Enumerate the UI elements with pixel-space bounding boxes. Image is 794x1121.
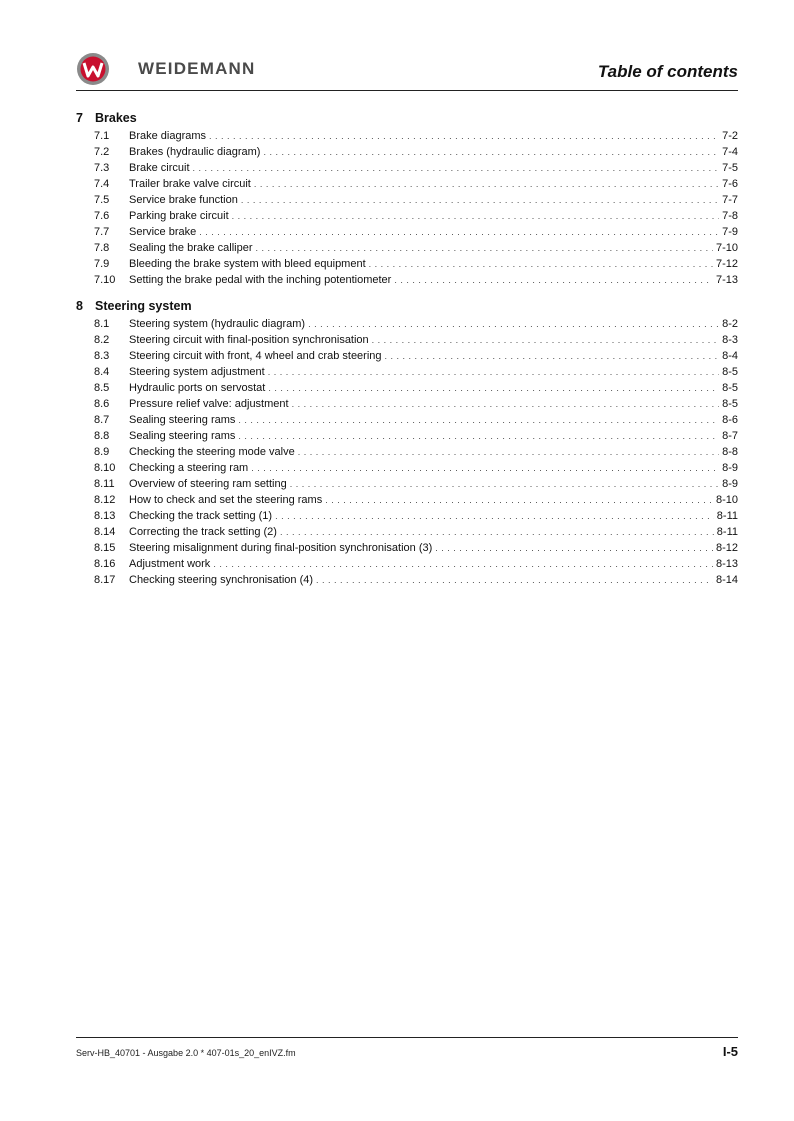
entry-page-number: 7-2 bbox=[722, 130, 738, 142]
dot-leader bbox=[256, 240, 713, 256]
entry-page-number: 8-11 bbox=[716, 510, 738, 522]
entry-page-number: 8-5 bbox=[722, 382, 738, 394]
dot-leader bbox=[209, 128, 719, 144]
entry-number: 8.16 bbox=[94, 558, 116, 570]
entry-page-number: 8-14 bbox=[715, 574, 738, 586]
toc-chapter bbox=[76, 108, 738, 288]
chapter-title: Brakes bbox=[95, 111, 137, 125]
entry-number: 8.5 bbox=[94, 382, 110, 394]
entry-number: 8.4 bbox=[94, 366, 110, 378]
dot-leader bbox=[241, 192, 719, 208]
toc-entry[interactable] bbox=[76, 396, 738, 412]
dot-leader bbox=[308, 316, 719, 332]
toc-entry[interactable] bbox=[76, 208, 738, 224]
dot-leader bbox=[394, 272, 713, 288]
entry-title: Brake diagrams bbox=[129, 130, 207, 142]
toc-entry[interactable] bbox=[76, 476, 738, 492]
toc-entry[interactable] bbox=[76, 572, 738, 588]
dot-leader bbox=[385, 348, 720, 364]
entry-number: 8.3 bbox=[94, 350, 110, 362]
toc-entry[interactable] bbox=[76, 460, 738, 476]
entry-title: Sealing the brake calliper bbox=[129, 242, 253, 254]
entry-number: 7.1 bbox=[94, 130, 110, 142]
entry-title: Hydraulic ports on servostat bbox=[129, 382, 266, 394]
toc-entry[interactable] bbox=[76, 348, 738, 364]
entry-number: 7.7 bbox=[94, 226, 110, 238]
dot-leader bbox=[268, 364, 719, 380]
entry-number: 8.13 bbox=[94, 510, 116, 522]
entry-page-number: 7-12 bbox=[715, 258, 738, 270]
entry-title: Bleeding the brake system with bleed equipment bbox=[129, 258, 366, 270]
toc-entry[interactable] bbox=[76, 128, 738, 144]
entry-page-number: 8-12 bbox=[715, 542, 738, 554]
dot-leader bbox=[325, 492, 713, 508]
toc-entry[interactable] bbox=[76, 192, 738, 208]
entry-number: 8.14 bbox=[94, 526, 116, 538]
toc-entry[interactable] bbox=[76, 524, 738, 540]
entry-page-number: 8-9 bbox=[722, 478, 738, 490]
toc-entry[interactable] bbox=[76, 428, 738, 444]
entry-number: 8.10 bbox=[94, 462, 116, 474]
chapter-number: 8 bbox=[76, 299, 83, 313]
entry-number: 8.1 bbox=[94, 318, 110, 330]
entry-number: 7.4 bbox=[94, 178, 110, 190]
dot-leader bbox=[290, 476, 719, 492]
entry-page-number: 8-3 bbox=[722, 334, 738, 346]
toc-entry[interactable] bbox=[76, 556, 738, 572]
toc-entry[interactable] bbox=[76, 412, 738, 428]
dot-leader bbox=[298, 444, 719, 460]
entry-title: Service brake function bbox=[129, 194, 238, 206]
entry-title: Parking brake circuit bbox=[129, 210, 229, 222]
toc-entry[interactable] bbox=[76, 176, 738, 192]
entry-page-number: 7-4 bbox=[722, 146, 738, 158]
dot-leader bbox=[280, 524, 714, 540]
entry-title: Checking steering synchronisation (4) bbox=[129, 574, 314, 586]
entry-page-number: 8-7 bbox=[722, 430, 738, 442]
chapter-heading[interactable] bbox=[76, 108, 738, 128]
entry-title: How to check and set the steering rams bbox=[129, 494, 323, 506]
entry-title: Service brake bbox=[129, 226, 197, 238]
entry-page-number: 8-11 bbox=[716, 526, 738, 538]
entry-page-number: 8-8 bbox=[722, 446, 738, 458]
entry-title: Checking the track setting (1) bbox=[129, 510, 273, 522]
page-number: I-5 bbox=[722, 1044, 738, 1059]
entry-number: 8.17 bbox=[94, 574, 116, 586]
entry-page-number: 8-2 bbox=[722, 318, 738, 330]
dot-leader bbox=[232, 208, 719, 224]
dot-leader bbox=[213, 556, 713, 572]
toc-entry[interactable] bbox=[76, 508, 738, 524]
dot-leader bbox=[316, 572, 713, 588]
entry-number: 7.2 bbox=[94, 146, 110, 158]
entry-title: Setting the brake pedal with the inching potentiometer bbox=[129, 274, 392, 286]
entry-page-number: 7-7 bbox=[722, 194, 738, 206]
entry-number: 8.11 bbox=[94, 478, 115, 490]
dot-leader bbox=[275, 508, 714, 524]
entry-number: 8.2 bbox=[94, 334, 110, 346]
dot-leader bbox=[238, 428, 719, 444]
entry-number: 7.8 bbox=[94, 242, 110, 254]
toc-entry[interactable] bbox=[76, 144, 738, 160]
toc-entry[interactable] bbox=[76, 160, 738, 176]
toc-entry[interactable] bbox=[76, 240, 738, 256]
toc-entry[interactable] bbox=[76, 540, 738, 556]
entry-number: 8.7 bbox=[94, 414, 110, 426]
entry-page-number: 7-9 bbox=[722, 226, 738, 238]
weidemann-logo-icon bbox=[76, 52, 110, 86]
entry-title: Overview of steering ram setting bbox=[129, 478, 287, 490]
entry-title: Correcting the track setting (2) bbox=[129, 526, 277, 538]
dot-leader bbox=[254, 176, 719, 192]
entry-title: Sealing steering rams bbox=[129, 430, 236, 442]
entry-page-number: 8-13 bbox=[715, 558, 738, 570]
toc-entry[interactable] bbox=[76, 364, 738, 380]
entry-page-number: 8-10 bbox=[715, 494, 738, 506]
entry-number: 8.12 bbox=[94, 494, 116, 506]
chapter-heading[interactable] bbox=[76, 296, 738, 316]
table-of-contents bbox=[76, 108, 738, 596]
entry-page-number: 7-5 bbox=[722, 162, 738, 174]
entry-title: Pressure relief valve: adjustment bbox=[129, 398, 289, 410]
toc-entry[interactable] bbox=[76, 272, 738, 288]
page-header bbox=[76, 50, 738, 91]
entry-number: 7.5 bbox=[94, 194, 110, 206]
entry-title: Checking a steering ram bbox=[129, 462, 249, 474]
entry-title: Sealing steering rams bbox=[129, 414, 236, 426]
entry-page-number: 8-4 bbox=[722, 350, 738, 362]
entry-page-number: 7-8 bbox=[722, 210, 738, 222]
entry-title: Checking the steering mode valve bbox=[129, 446, 295, 458]
dot-leader bbox=[369, 256, 713, 272]
dot-leader bbox=[263, 144, 719, 160]
dot-leader bbox=[238, 412, 719, 428]
dot-leader bbox=[268, 380, 719, 396]
chapter-number: 7 bbox=[76, 111, 83, 125]
page-title: Table of contents bbox=[597, 62, 738, 81]
chapter-title: Steering system bbox=[95, 299, 192, 313]
entry-title: Trailer brake valve circuit bbox=[129, 178, 251, 190]
page-footer bbox=[76, 1037, 738, 1068]
toc-entry[interactable] bbox=[76, 492, 738, 508]
dot-leader bbox=[199, 224, 719, 240]
entry-title: Steering misalignment during final-position synchronisation (3) bbox=[129, 542, 433, 554]
brand-name: WEIDEMANN bbox=[138, 59, 256, 78]
entry-number: 7.10 bbox=[94, 274, 116, 286]
toc-entry[interactable] bbox=[76, 332, 738, 348]
entry-number: 7.9 bbox=[94, 258, 110, 270]
entry-number: 8.9 bbox=[94, 446, 110, 458]
entry-page-number: 8-5 bbox=[722, 366, 738, 378]
dot-leader bbox=[292, 396, 720, 412]
dot-leader bbox=[372, 332, 719, 348]
entry-page-number: 7-13 bbox=[715, 274, 738, 286]
toc-entry[interactable] bbox=[76, 316, 738, 332]
entry-page-number: 7-6 bbox=[722, 178, 738, 190]
toc-entry[interactable] bbox=[76, 380, 738, 396]
toc-chapter bbox=[76, 296, 738, 588]
entry-number: 8.8 bbox=[94, 430, 110, 442]
entry-title: Steering system adjustment bbox=[129, 366, 265, 378]
entry-title: Adjustment work bbox=[129, 558, 211, 570]
dot-leader bbox=[251, 460, 719, 476]
toc-entry[interactable] bbox=[76, 444, 738, 460]
entry-number: 8.15 bbox=[94, 542, 116, 554]
entry-number: 8.6 bbox=[94, 398, 110, 410]
entry-title: Brakes (hydraulic diagram) bbox=[129, 146, 261, 158]
toc-entry[interactable] bbox=[76, 256, 738, 272]
entry-page-number: 8-5 bbox=[722, 398, 738, 410]
entry-title: Brake circuit bbox=[129, 162, 190, 174]
entry-page-number: 8-6 bbox=[722, 414, 738, 426]
entry-number: 7.6 bbox=[94, 210, 110, 222]
dot-leader bbox=[193, 160, 720, 176]
entry-title: Steering system (hydraulic diagram) bbox=[129, 318, 306, 330]
entry-page-number: 8-9 bbox=[722, 462, 738, 474]
document-reference: Serv-HB_40701 - Ausgabe 2.0 * 407-01s_20_enIVZ.fm bbox=[76, 1048, 296, 1058]
entry-number: 7.3 bbox=[94, 162, 110, 174]
toc-entry[interactable] bbox=[76, 224, 738, 240]
entry-page-number: 7-10 bbox=[715, 242, 738, 254]
entry-title: Steering circuit with final-position synchronisation bbox=[129, 334, 369, 346]
dot-leader bbox=[435, 540, 713, 556]
entry-title: Steering circuit with front, 4 wheel and crab steering bbox=[129, 350, 382, 362]
